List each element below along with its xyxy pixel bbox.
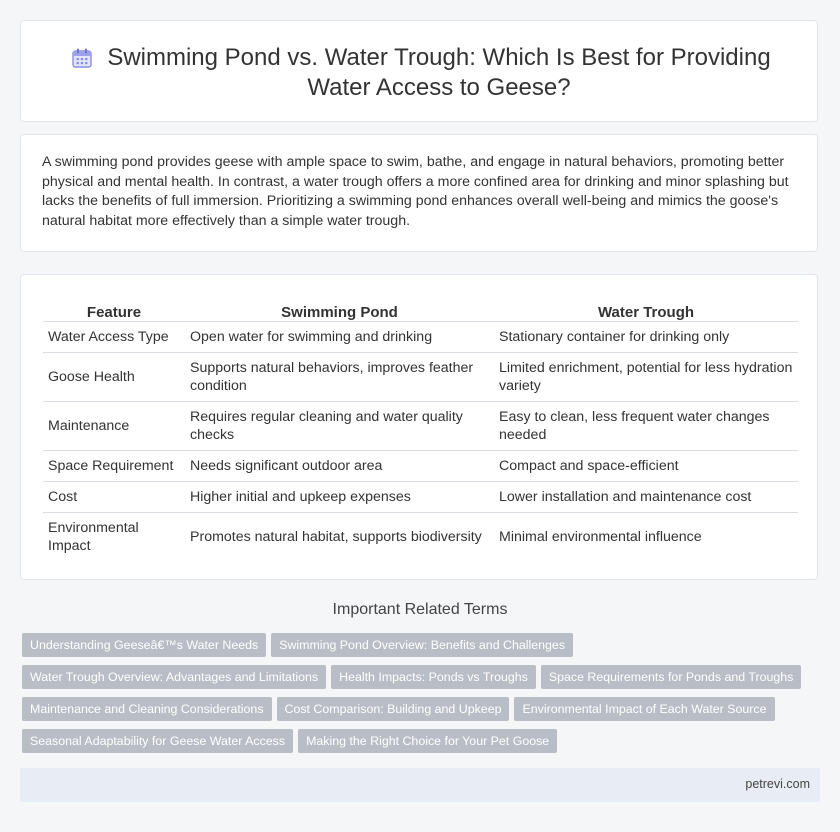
- related-term-tag[interactable]: Environmental Impact of Each Water Source: [514, 697, 774, 721]
- pond-cell: Requires regular cleaning and water quality checks: [185, 402, 494, 451]
- trough-cell: Stationary container for drinking only: [494, 322, 798, 353]
- pond-cell: Open water for swimming and drinking: [185, 322, 494, 353]
- trough-cell: Compact and space-efficient: [494, 451, 798, 482]
- column-header-swimming-pond: Swimming Pond: [281, 304, 398, 321]
- related-term-tag[interactable]: Making the Right Choice for Your Pet Goose: [298, 729, 557, 753]
- table-row: [43, 402, 798, 451]
- related-term-tag[interactable]: Swimming Pond Overview: Benefits and Challenges: [271, 633, 573, 657]
- related-term-tag[interactable]: Space Requirements for Ponds and Troughs: [541, 665, 802, 689]
- tag-row: [22, 633, 802, 665]
- title-card: [20, 20, 818, 122]
- pond-cell: Needs significant outdoor area: [185, 451, 494, 482]
- related-terms-title: Important Related Terms: [332, 601, 508, 618]
- table-row: [43, 482, 798, 513]
- related-term-tag[interactable]: Cost Comparison: Building and Upkeep: [277, 697, 510, 721]
- comparison-card: [20, 274, 818, 580]
- feature-cell: Space Requirement: [43, 451, 185, 482]
- footer: [20, 768, 820, 802]
- trough-cell: Minimal environmental influence: [494, 513, 798, 562]
- pond-cell: Supports natural behaviors, improves feather condition: [185, 353, 494, 402]
- related-term-tag[interactable]: Health Impacts: Ponds vs Troughs: [331, 665, 536, 689]
- table-row: [43, 451, 798, 482]
- feature-cell: Goose Health: [43, 353, 185, 402]
- title-wrap: [21, 43, 817, 103]
- related-term-tag[interactable]: Seasonal Adaptability for Geese Water Access: [22, 729, 293, 753]
- feature-cell: Cost: [43, 482, 185, 513]
- table-row: [43, 322, 798, 353]
- trough-cell: Easy to clean, less frequent water changes needed: [494, 402, 798, 451]
- pond-cell: Higher initial and upkeep expenses: [185, 482, 494, 513]
- summary-card: [20, 134, 818, 252]
- feature-cell: Water Access Type: [43, 322, 185, 353]
- pond-cell: Promotes natural habitat, supports biodiversity: [185, 513, 494, 562]
- table-header-row: [43, 295, 798, 322]
- tag-row: [22, 665, 802, 697]
- related-term-tag[interactable]: Water Trough Overview: Advantages and Limitations: [22, 665, 326, 689]
- comparison-table: [43, 295, 798, 561]
- footer-site-link[interactable]: petrevi.com: [745, 777, 810, 791]
- trough-cell: Limited enrichment, potential for less hydration variety: [494, 353, 798, 402]
- tag-row: [22, 697, 802, 729]
- feature-cell: Maintenance: [43, 402, 185, 451]
- related-term-tag[interactable]: Understanding Geeseâ€™s Water Needs: [22, 633, 266, 657]
- trough-cell: Lower installation and maintenance cost: [494, 482, 798, 513]
- column-header-feature: Feature: [86, 304, 142, 321]
- related-term-tag[interactable]: Maintenance and Cleaning Considerations: [22, 697, 272, 721]
- column-header-water-trough: Water Trough: [597, 304, 695, 321]
- summary-text: A swimming pond provides geese with ample space to swim, bathe, and engage in natural behaviors, promoting better physical and mental health. In contrast, a water trough offers a more confined area for drinking and minor splashing but lacks the benefits of full immersion. Prioritizing a swimming pond enhances overall well-being and mimics the goose's natural habitat more effectively than a simple water trough.: [42, 154, 789, 229]
- page-title: Swimming Pond vs. Water Trough: Which Is Best for Providing Water Access to Geese?: [107, 44, 771, 101]
- feature-cell: Environmental Impact: [43, 513, 185, 562]
- table-row: [43, 353, 798, 402]
- tag-row: [22, 729, 802, 761]
- table-row: [43, 513, 798, 562]
- related-terms-list: [22, 633, 802, 761]
